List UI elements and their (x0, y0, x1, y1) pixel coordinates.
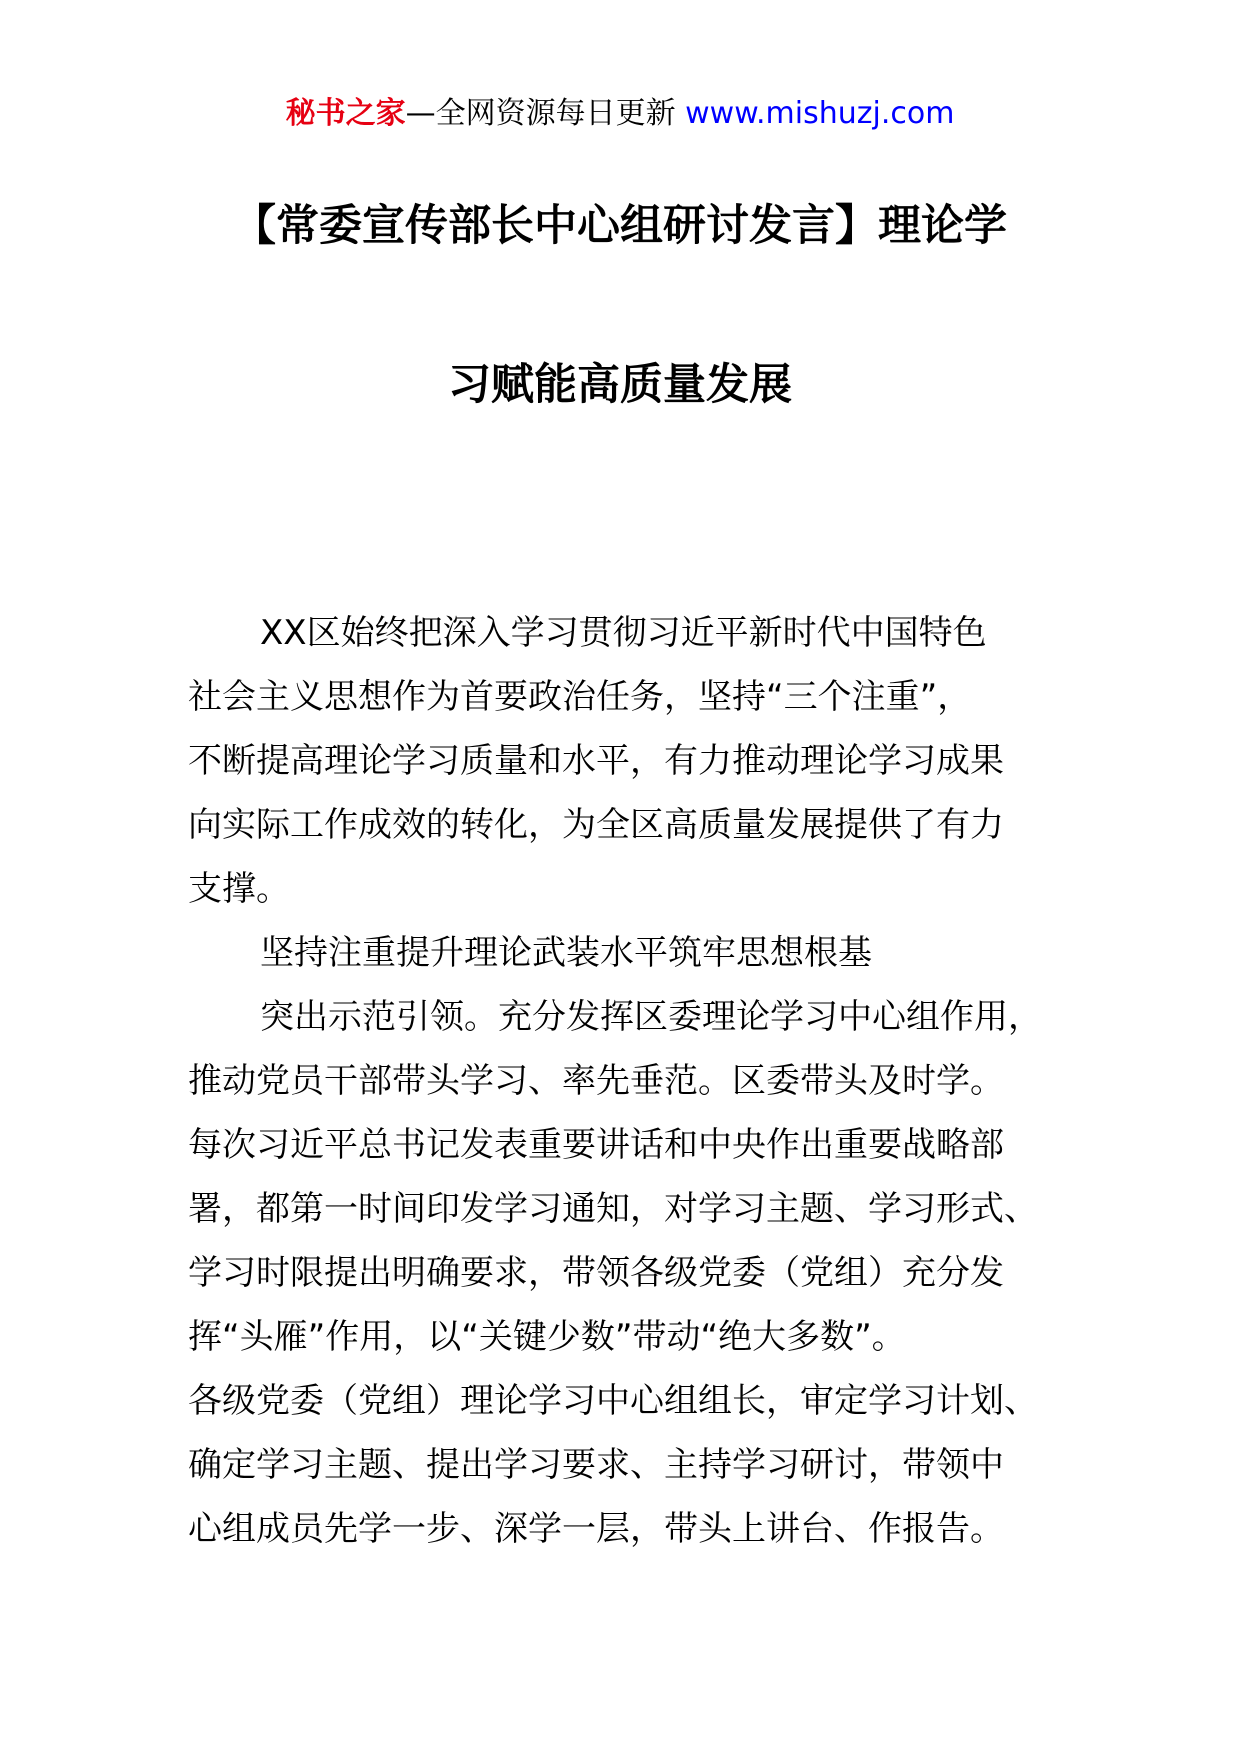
paragraph-2-line: 署，都第一时间印发学习通知，对学习主题、学习形式、 (188, 1189, 1038, 1229)
paragraph-2-line: 每次习近平总书记发表重要讲话和中央作出重要战略部 (188, 1125, 1004, 1165)
paragraph-2-line: 心组成员先学一步、深学一层，带头上讲台、作报告。 (188, 1509, 1004, 1549)
paragraph-1-line: 向实际工作成效的转化，为全区高质量发展提供了有力 (188, 805, 1004, 845)
section-heading: 坚持注重提升理论武装水平筑牢思想根基 (260, 933, 872, 973)
paragraph-1-line: 支撑。 (188, 869, 290, 909)
brand-name: 秘书之家 (285, 96, 406, 131)
document-body (188, 601, 1088, 1561)
document-title-line-2: 习赋能高质量发展 (448, 360, 792, 410)
paragraph-1-line: XX区始终把深入学习贯彻习近平新时代中国特色 (260, 613, 987, 653)
paragraph-2-line: 确定学习主题、提出学习要求、主持学习研讨，带领中 (188, 1445, 1004, 1485)
paragraph-2-line: 学习时限提出明确要求，带领各级党委（党组）充分发 (188, 1253, 1004, 1293)
paragraph-2-line: 挥“头雁”作用，以“关键少数”带动“绝大多数”。 (188, 1317, 906, 1357)
paragraph-1-line: 不断提高理论学习质量和水平，有力推动理论学习成果 (188, 741, 1004, 781)
header-tagline: —全网资源每日更新 (405, 96, 676, 131)
paragraph-2-line: 推动党员干部带头学习、率先垂范。区委带头及时学。 (188, 1061, 1004, 1101)
page-header (0, 92, 1240, 136)
paragraph-2-line: 各级党委（党组）理论学习中心组组长，审定学习计划、 (188, 1381, 1038, 1421)
paragraph-2-line: 突出示范引领。充分发挥区委理论学习中心组作用， (260, 997, 1042, 1037)
document-title-line-1: 【常委宣传部长中心组研讨发言】理论学 (233, 201, 1007, 251)
paragraph-1-line: 社会主义思想作为首要政治任务，坚持“三个注重”， (188, 677, 972, 717)
site-url-link[interactable]: www.mishuzj.com (685, 96, 955, 131)
